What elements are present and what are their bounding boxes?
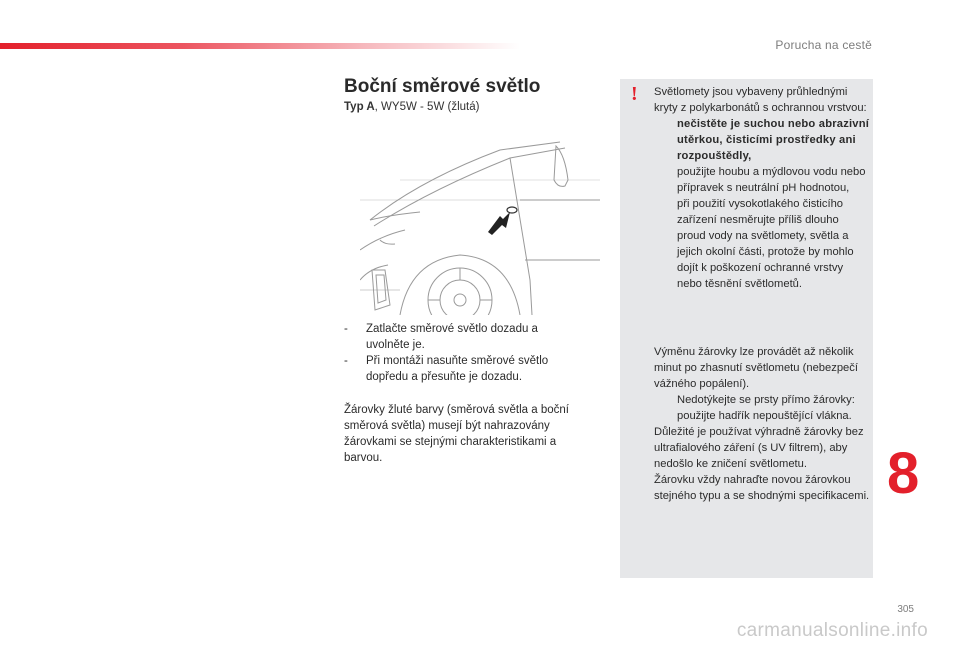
list-item: [344, 321, 584, 353]
step-text: Při montáži nasuňte směrové světlo dopředu a přesuňte je dozadu.: [366, 355, 549, 383]
page-title: Boční směrové světlo: [344, 76, 541, 97]
list-item-text: použijte houbu a mýdlovou vodu nebo přípravek s neutrální pH hodnotou,: [677, 166, 866, 194]
list-item: [654, 392, 870, 424]
steps-list: [344, 321, 584, 385]
warning-list: [654, 116, 870, 292]
type-spec: , WY5W - 5W (žlutá): [374, 101, 480, 113]
warning-paragraph: Výměnu žárovky lze provádět až několik minut po zhasnutí světlometu (nebezpečí vážného popálení).: [654, 346, 858, 390]
side-indicator-illustration: [360, 140, 600, 315]
list-item: [654, 196, 870, 292]
watermark: carmanualsonline.info: [736, 620, 928, 641]
list-item-text: nečistěte je suchou nebo abrazivní utěrkou, čisticími prostředky ani rozpouštědly,: [677, 118, 870, 162]
section-title: Porucha na cestě: [775, 38, 872, 52]
step-text: Zatlačte směrové světlo dozadu a uvolněte je.: [366, 323, 538, 351]
warning-text-bottom: [654, 344, 870, 504]
list-item: [654, 116, 870, 164]
warning-intro: Světlomety jsou vybaveny průhlednými kryty z polykarbonátů s ochrannou vrstvou:: [654, 86, 867, 114]
chapter-number: 8: [887, 441, 920, 506]
arrow-icon: [488, 212, 510, 235]
type-label: Typ A: [344, 101, 375, 113]
warning-paragraph: Důležité je používat výhradně žárovky bez ultrafialového záření (s UV filtrem), aby nedošlo ke zničení světlometu.: [654, 426, 864, 470]
warning-paragraph: Žárovku vždy nahraďte novou žárovkou stejného typu a se shodnými specifikacemi.: [654, 474, 870, 502]
dash-marker: -: [344, 355, 348, 367]
dash-marker: -: [344, 323, 348, 335]
list-item: [654, 164, 870, 196]
indicator-lamp-icon: [507, 207, 517, 213]
header-accent-bar: [0, 43, 520, 49]
body-paragraph: Žárovky žluté barvy (směrová světla a boční směrová světla) musejí být nahrazovány žárovkami se stejnými charakteristikami a barvou.: [344, 404, 569, 464]
warning-list-2: [654, 392, 870, 424]
list-item: [344, 353, 584, 385]
warning-icon: !: [631, 83, 638, 105]
warning-text-top: [654, 84, 870, 292]
bulb-type-line: [344, 101, 479, 113]
page-number: 305: [897, 604, 914, 615]
list-item-text: Nedotýkejte se prsty přímo žárovky: použijte hadřík nepouštějící vlákna.: [677, 394, 855, 422]
list-item-text: při použití vysokotlakého čisticího zařízení nesměrujte příliš dlouho proud vody na světlomety, světla a jejich okolní části, protože by mohlo dojít k poškození ochranné vrstvy nebo těsnění světlometů.: [677, 198, 854, 290]
